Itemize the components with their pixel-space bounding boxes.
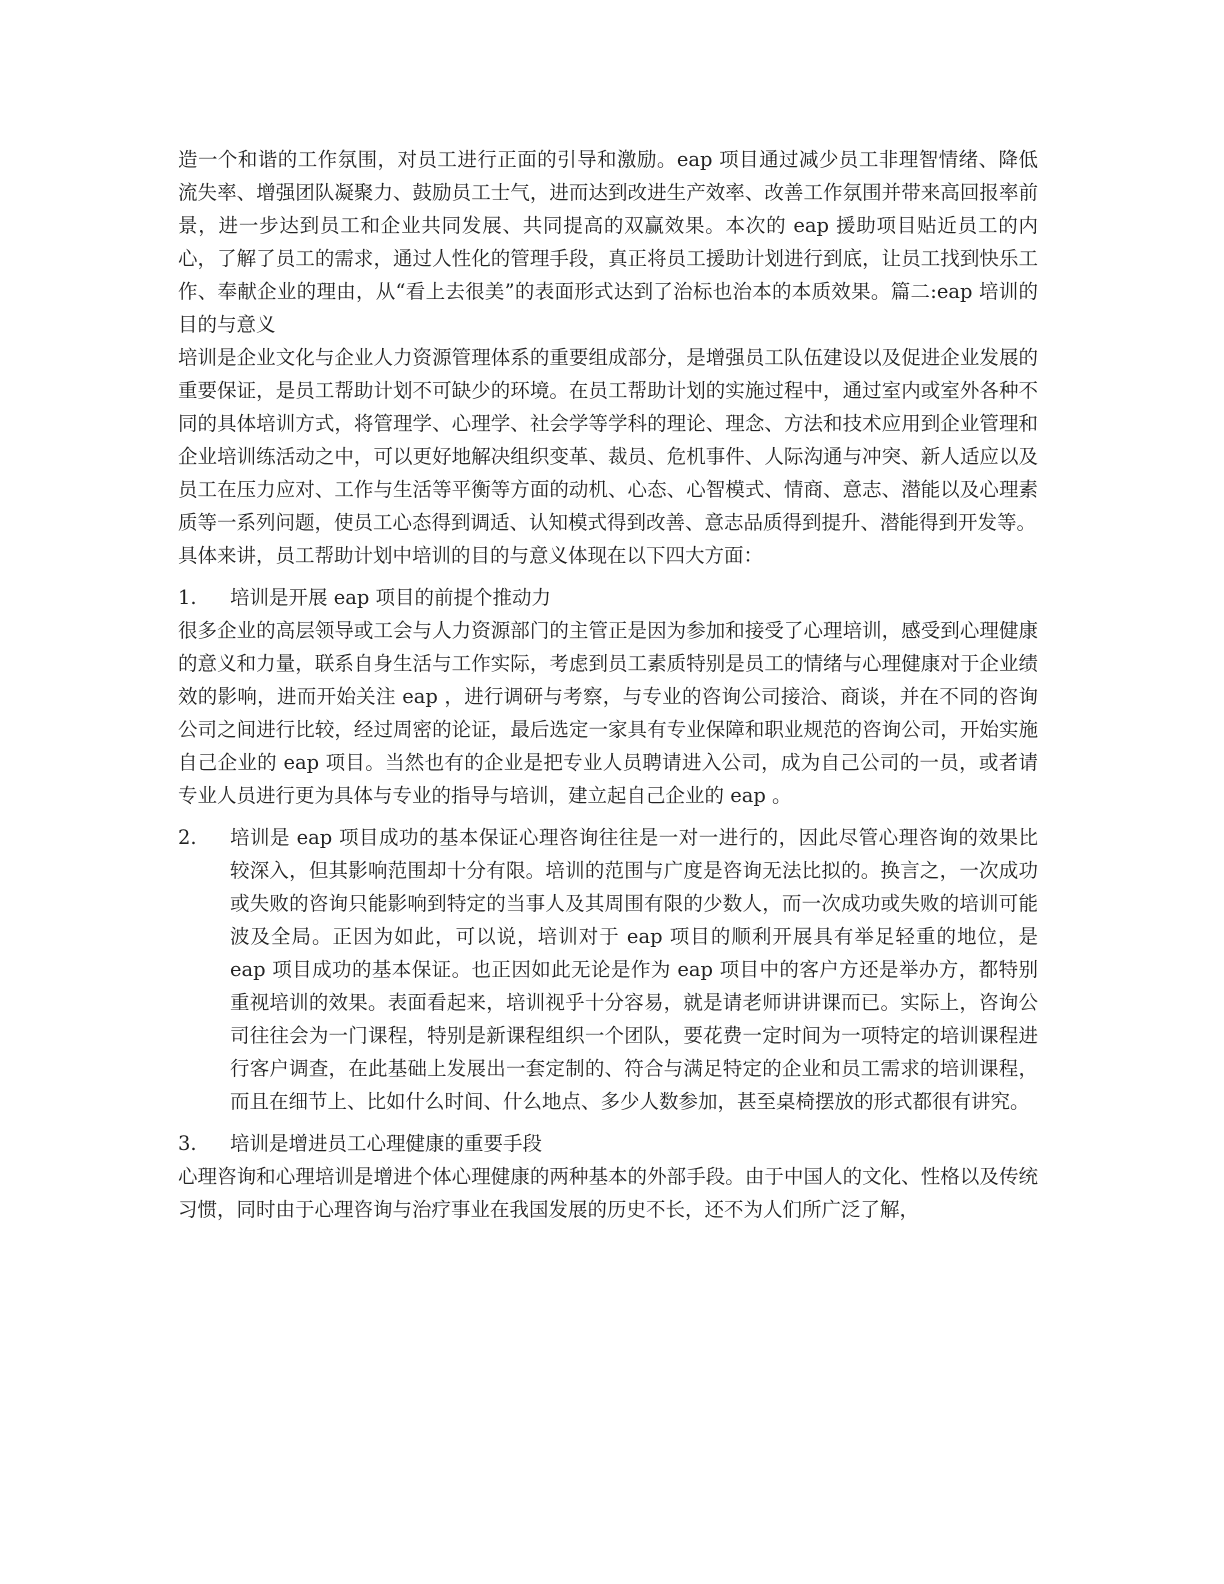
item-heading: 培训是增进员工心理健康的重要手段 [230,1132,543,1155]
paragraph-item-1-body: 很多企业的高层领导或工会与人力资源部门的主管正是因为参加和接受了心理培训，感受到心理健康的意义和力量，联系自身生活与工作实际，考虑到员工素质特别是员工的情绪与心理健康对于企业绩效的影响，进而开始关注 eap ，进行调研与考察，与专业的咨询公司接洽、商谈，并在不同的咨询公司之间进行比较，经过周密的论证，最后选定一家具有专业保障和职业规范的咨询公司，开始实施自己企业的 eap 项目。当然也有的企业是把专业人员聘请进入公司，成为自己公司的一员，或者请专业人员进行更为具体与专业的指导与培训，建立起自己企业的 eap 。 [178,619,1038,807]
numbered-item-3 [178,1127,1038,1160]
document-body [178,143,1038,1226]
item-heading: 培训是开展 eap 项目的前提个推动力 [230,586,552,609]
item-number: 3. [178,1132,197,1155]
paragraph-item-3-body: 心理咨询和心理培训是增进个体心理健康的两种基本的外部手段。由于中国人的文化、性格以及传统习惯，同时由于心理咨询与治疗事业在我国发展的历史不长，还不为人们所广泛了解， [178,1165,1038,1221]
item-number: 2. [178,826,197,849]
item-number: 1. [178,586,197,609]
paragraph-four-aspects: 具体来讲，员工帮助计划中培训的目的与意义体现在以下四大方面： [178,544,764,567]
numbered-item-2 [178,821,1038,1118]
numbered-item-1 [178,581,1038,614]
item-body: 培训是 eap 项目成功的基本保证心理咨询往往是一对一进行的，因此尽管心理咨询的效果比较深入，但其影响范围却十分有限。培训的范围与广度是咨询无法比拟的。换言之，一次成功或失败的咨询只能影响到特定的当事人及其周围有限的少数人，而一次成功或失败的培训可能波及全局。正因为如此，可以说，培训对于 eap 项目的顺利开展具有举足轻重的地位，是 eap 项目成功的基本保证。也正因如此无论是作为 eap 项目中的客户方还是举办方，都特别重视培训的效果。表面看起来，培训视乎十分容易，就是请老师讲讲课而已。实际上，咨询公司往往会为一门课程，特别是新课程组织一个团队，要花费一定时间为一项特定的培训课程进行客户调查，在此基础上发展出一套定制的、符合与满足特定的企业和员工需求的培训课程，而且在细节上、比如什么时间、什么地点、多少人数参加，甚至桌椅摆放的形式都很有讲究。 [230,826,1038,1113]
paragraph-training-importance: 培训是企业文化与企业人力资源管理体系的重要组成部分，是增强员工队伍建设以及促进企业发展的重要保证，是员工帮助计划不可缺少的环境。在员工帮助计划的实施过程中，通过室内或室外各种不同的具体培训方式，将管理学、心理学、社会学等学科的理论、理念、方法和技术应用到企业管理和企业培训练活动之中，可以更好地解决组织变革、裁员、危机事件、人际沟通与冲突、新人适应以及员工在压力应对、工作与生活等平衡等方面的动机、心态、心智模式、情商、意志、潜能以及心理素质等一系列问题，使员工心态得到调适、认知模式得到改善、意志品质得到提升、潜能得到开发等。 [178,346,1038,534]
paragraph-intro: 造一个和谐的工作氛围，对员工进行正面的引导和激励。eap 项目通过减少员工非理智情绪、降低流失率、增强团队凝聚力、鼓励员工士气，进而达到改进生产效率、改善工作氛围并带来高回报率前景，进一步达到员工和企业共同发展、共同提高的双赢效果。本次的 eap 援助项目贴近员工的内心，了解了员工的需求，通过人性化的管理手段，真正将员工援助计划进行到底，让员工找到快乐工作、奉献企业的理由，从“看上去很美”的表面形式达到了治标也治本的本质效果。篇二:eap 培训的目的与意义 [178,148,1038,336]
